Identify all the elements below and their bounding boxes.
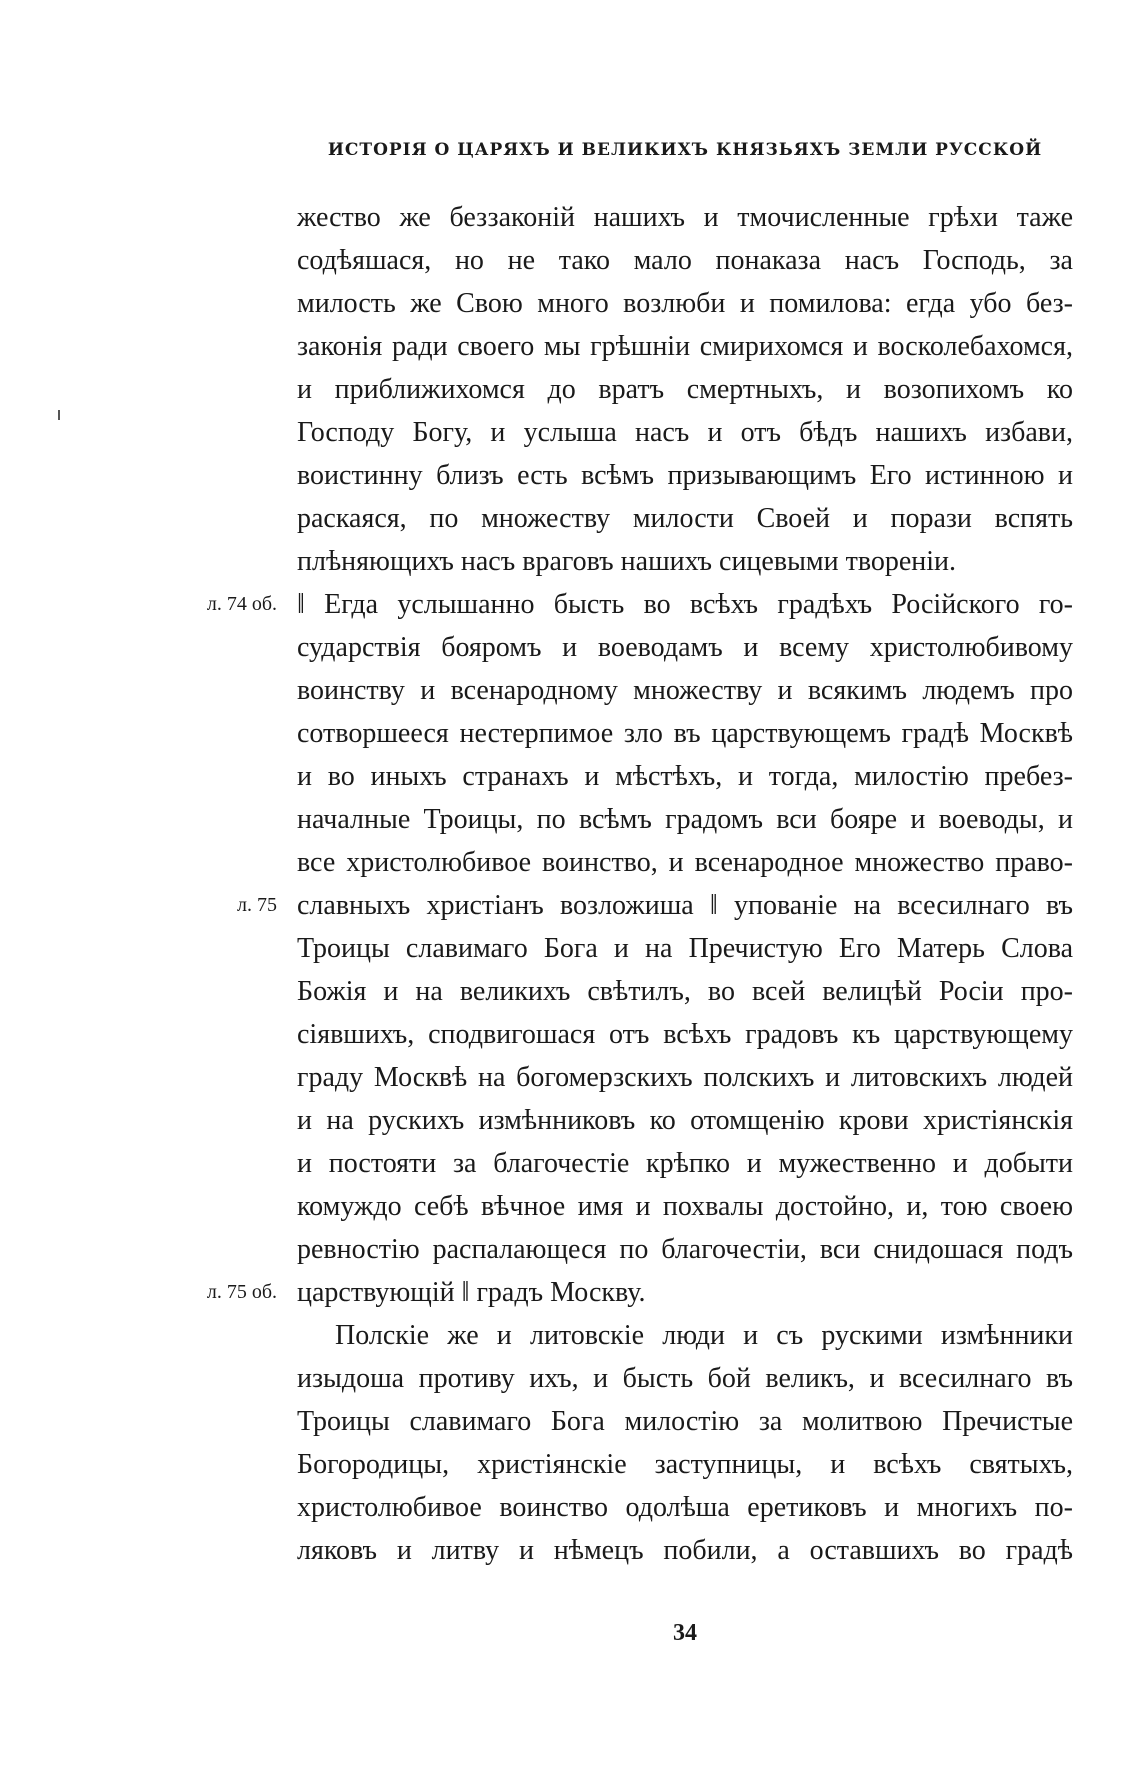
text-line-content: Троицы славимаго Бога и на Пречистую Его Матерь Слова	[297, 933, 1073, 964]
text-line-content: христолюбивое воинство одолѣша еретиковъ и многихъ по-	[297, 1492, 1073, 1523]
text-line	[297, 1142, 1073, 1185]
text-line-content: граду Москвѣ на богомерзскихъ полскихъ и литовскихъ людей	[297, 1062, 1073, 1093]
text-line-content: ляковъ и литву и нѣмецъ побили, а оставшихъ во градѣ	[297, 1535, 1073, 1566]
text-line-content: и во иныхъ странахъ и мѣстѣхъ, и тогда, милостію пребез-	[297, 761, 1073, 792]
text-line	[297, 1228, 1073, 1271]
text-line-content: ‖ Егда услышанно бысть во всѣхъ градѣхъ Російского го-	[297, 589, 1073, 620]
text-line	[297, 669, 1073, 712]
text-line	[297, 411, 1073, 454]
text-line-content: изыдоша противу ихъ, и бысть бой великъ, и всесилнаго въ	[297, 1363, 1073, 1394]
text-line	[297, 927, 1073, 970]
text-line-content: все христолюбивое воинство, и всенародное множество право-	[297, 847, 1073, 878]
text-line-content: Троицы славимаго Бога милостію за молитвою Пречистые	[297, 1406, 1073, 1437]
text-line-content: и на рускихъ измѣнниковъ ко отомщенію крови христіянскія	[297, 1105, 1073, 1136]
text-line-content: Божія и на великихъ свѣтилъ, во всей велицѣй Росіи про-	[297, 976, 1073, 1007]
text-line-content: законія ради своего мы грѣшніи смирихомся и восколебахомся,	[297, 331, 1073, 362]
text-block	[206, 196, 1073, 1572]
text-line	[297, 1013, 1073, 1056]
text-line-content: жество же беззаконій нашихъ и тмочисленные грѣхи таже	[297, 202, 1073, 233]
text-line	[297, 454, 1073, 497]
text-line-content: началные Троицы, по всѣмъ градомъ вси бояре и воеводы, и	[297, 804, 1073, 835]
margin-folio-note: л. 74 об.	[206, 593, 277, 615]
text-line-content: сіявшихъ, сподвигошася отъ всѣхъ градовъ къ царствующему	[297, 1019, 1073, 1050]
text-line	[297, 1443, 1073, 1486]
text-line	[206, 1271, 1073, 1314]
text-line	[297, 325, 1073, 368]
text-line	[297, 540, 1073, 583]
text-line-content: воистинну близъ есть всѣмъ призывающимъ Его истинною и	[297, 460, 1073, 491]
text-line-content: царствующій ‖ градъ Москву.	[297, 1277, 646, 1308]
text-line	[297, 239, 1073, 282]
text-line	[297, 368, 1073, 411]
text-line	[297, 798, 1073, 841]
text-line-content: славныхъ христіанъ возложиша ‖ упованіе на всесилнаго въ	[297, 890, 1073, 921]
text-line-content: и приближихомся до вратъ смертныхъ, и возопихомъ ко	[297, 374, 1073, 405]
text-line	[297, 282, 1073, 325]
scan-speck	[58, 410, 60, 420]
text-line	[297, 1185, 1073, 1228]
text-line	[297, 497, 1073, 540]
text-line-content: и постояти за благочестіе крѣпко и мужественно и добыти	[297, 1148, 1073, 1179]
text-line	[297, 1056, 1073, 1099]
text-line	[237, 884, 1073, 927]
text-line	[297, 970, 1073, 1013]
text-line	[297, 1314, 1073, 1357]
text-line	[297, 1099, 1073, 1142]
text-line	[297, 841, 1073, 884]
text-line-content: Полскіе же и литовскіе люди и съ рускими измѣнники	[335, 1320, 1073, 1351]
text-line-content: милость же Свою много возлюби и помилова: егда убо без-	[297, 288, 1073, 319]
text-line	[297, 1529, 1073, 1572]
running-head: ИСТОРІЯ О ЦАРЯХЪ И ВЕЛИКИХЪ КНЯЗЬЯХЪ ЗЕМЛИ РУССКОЙ	[327, 140, 1043, 160]
text-line	[297, 1357, 1073, 1400]
text-line	[297, 755, 1073, 798]
text-line-content: раскаяся, по множеству милости Своей и порази вспять	[297, 503, 1073, 534]
text-line-content: комуждо себѣ вѣчное имя и похвалы достойно, и, тою своею	[297, 1191, 1073, 1222]
text-line-content: Богородицы, христіянскіе заступницы, и всѣхъ святыхъ,	[297, 1449, 1073, 1480]
text-line	[297, 626, 1073, 669]
text-line-content: содѣяшася, но не тако мало понаказа насъ Господь, за	[297, 245, 1073, 276]
text-line-content: ревностію распалающеся по благочестіи, вси снидошася подъ	[297, 1234, 1073, 1265]
margin-folio-note: л. 75	[237, 894, 277, 916]
text-line-content: воинству и всенародному множеству и всякимъ людемъ про	[297, 675, 1073, 706]
text-line	[206, 583, 1073, 626]
text-line	[297, 196, 1073, 239]
text-line	[297, 712, 1073, 755]
text-line-content: сударствія бояромъ и воеводамъ и всему христолюбивому	[297, 632, 1073, 663]
text-line	[297, 1486, 1073, 1529]
page-number: 34	[673, 1620, 697, 1646]
text-line-content: Господу Богу, и услыша насъ и отъ бѣдъ нашихъ избави,	[297, 417, 1073, 448]
margin-folio-note: л. 75 об.	[206, 1281, 277, 1303]
text-line-content: сотворшееся нестерпимое зло въ царствующемъ градѣ Москвѣ	[297, 718, 1073, 749]
text-line-content: плѣняющихъ насъ враговъ нашихъ сицевыми твореніи.	[297, 546, 957, 577]
text-line	[297, 1400, 1073, 1443]
